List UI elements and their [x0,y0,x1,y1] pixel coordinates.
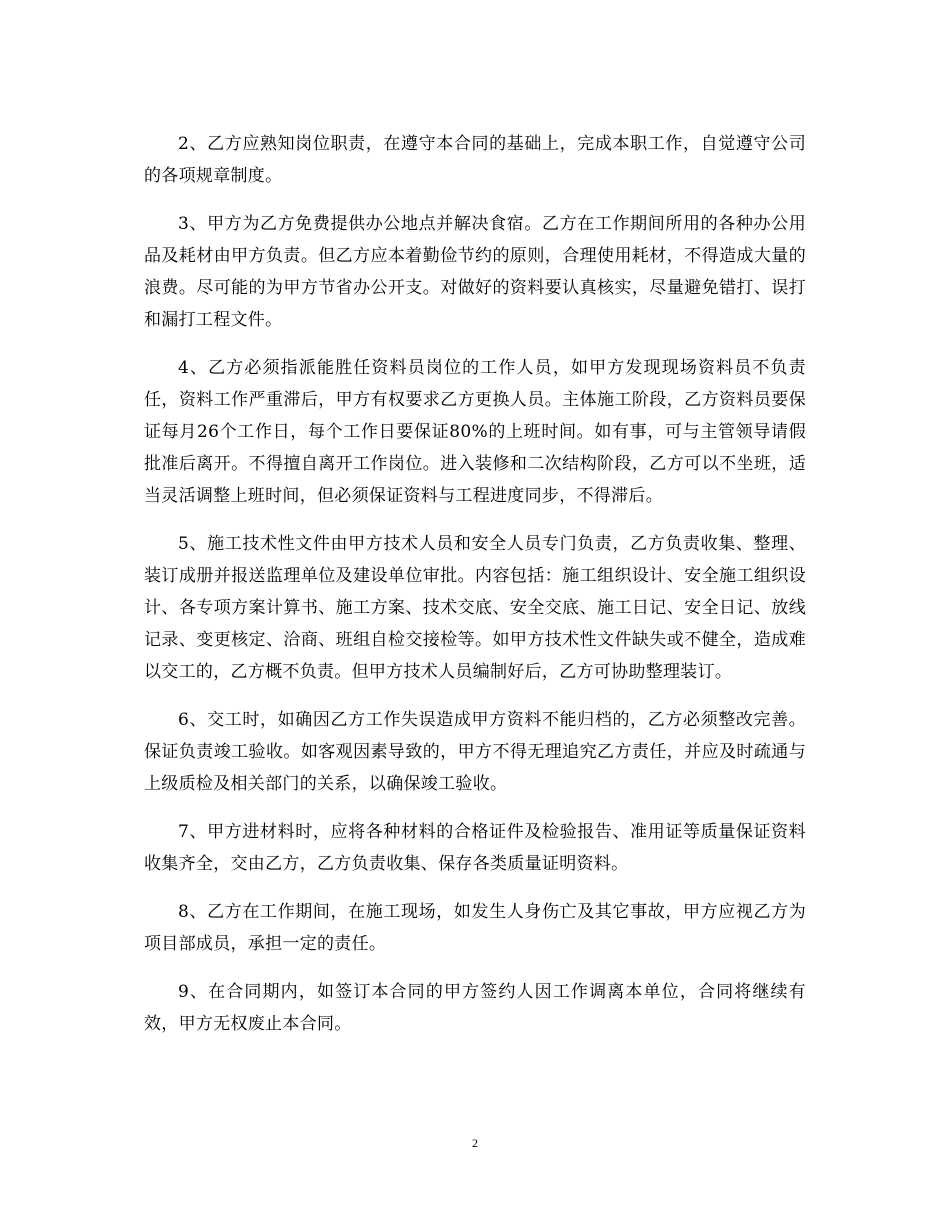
clause-2: 2、乙方应熟知岗位职责，在遵守本合同的基础上，完成本职工作，自觉遵守公司的各项规章制度。 [144,134,806,186]
clause-9: 9、在合同期内，如签订本合同的甲方签约人因工作调离本单位，合同将继续有效，甲方无权废止本合同。 [144,982,806,1034]
clause-3: 3、甲方为乙方免费提供办公地点并解决食宿。乙方在工作期间所用的各种办公用品及耗材由甲方负责。但乙方应本着勤俭节约的原则，合理使用耗材，不得造成大量的浪费。尽可能的为甲方节省办公开支。对做好的资料要认真核实，尽量避免错打、误打和漏打工程文件。 [144,214,806,330]
page-number: 2 [472,1136,478,1150]
clause-4: 4、乙方必须指派能胜任资料员岗位的工作人员，如甲方发现现场资料员不负责任，资料工作严重滞后，甲方有权要求乙方更换人员。主体施工阶段，乙方资料员要保证每月26个工作日，每个工作日要保证80%的上班时间。如有事，可与主管领导请假批准后离开。不得擅自离开工作岗位。进入装修和二次结构阶段，乙方可以不坐班，适当灵活调整上班时间，但必须保证资料与工程进度同步，不得滞后。 [144,358,806,506]
clause-8: 8、乙方在工作期间，在施工现场，如发生人身伤亡及其它事故，甲方应视乙方为项目部成员，承担一定的责任。 [144,902,806,954]
clause-7: 7、甲方进材料时，应将各种材料的合格证件及检验报告、准用证等质量保证资料收集齐全，交由乙方，乙方负责收集、保存各类质量证明资料。 [144,822,806,874]
clause-5: 5、施工技术性文件由甲方技术人员和安全人员专门负责，乙方负责收集、整理、装订成册并报送监理单位及建设单位审批。内容包括：施工组织设计、安全施工组织设计、各专项方案计算书、施工方案、技术交底、安全交底、施工日记、安全日记、放线记录、变更核定、洽商、班组自检交接检等。如甲方技术性文件缺失或不健全，造成难以交工的，乙方概不负责。但甲方技术人员编制好后，乙方可协助整理装订。 [144,534,806,682]
contract-body [144,128,806,1040]
clause-6: 6、交工时，如确因乙方工作失误造成甲方资料不能归档的，乙方必须整改完善。保证负责竣工验收。如客观因素导致的，甲方不得无理追究乙方责任，并应及时疏通与上级质检及相关部门的关系，以确保竣工验收。 [144,710,806,794]
